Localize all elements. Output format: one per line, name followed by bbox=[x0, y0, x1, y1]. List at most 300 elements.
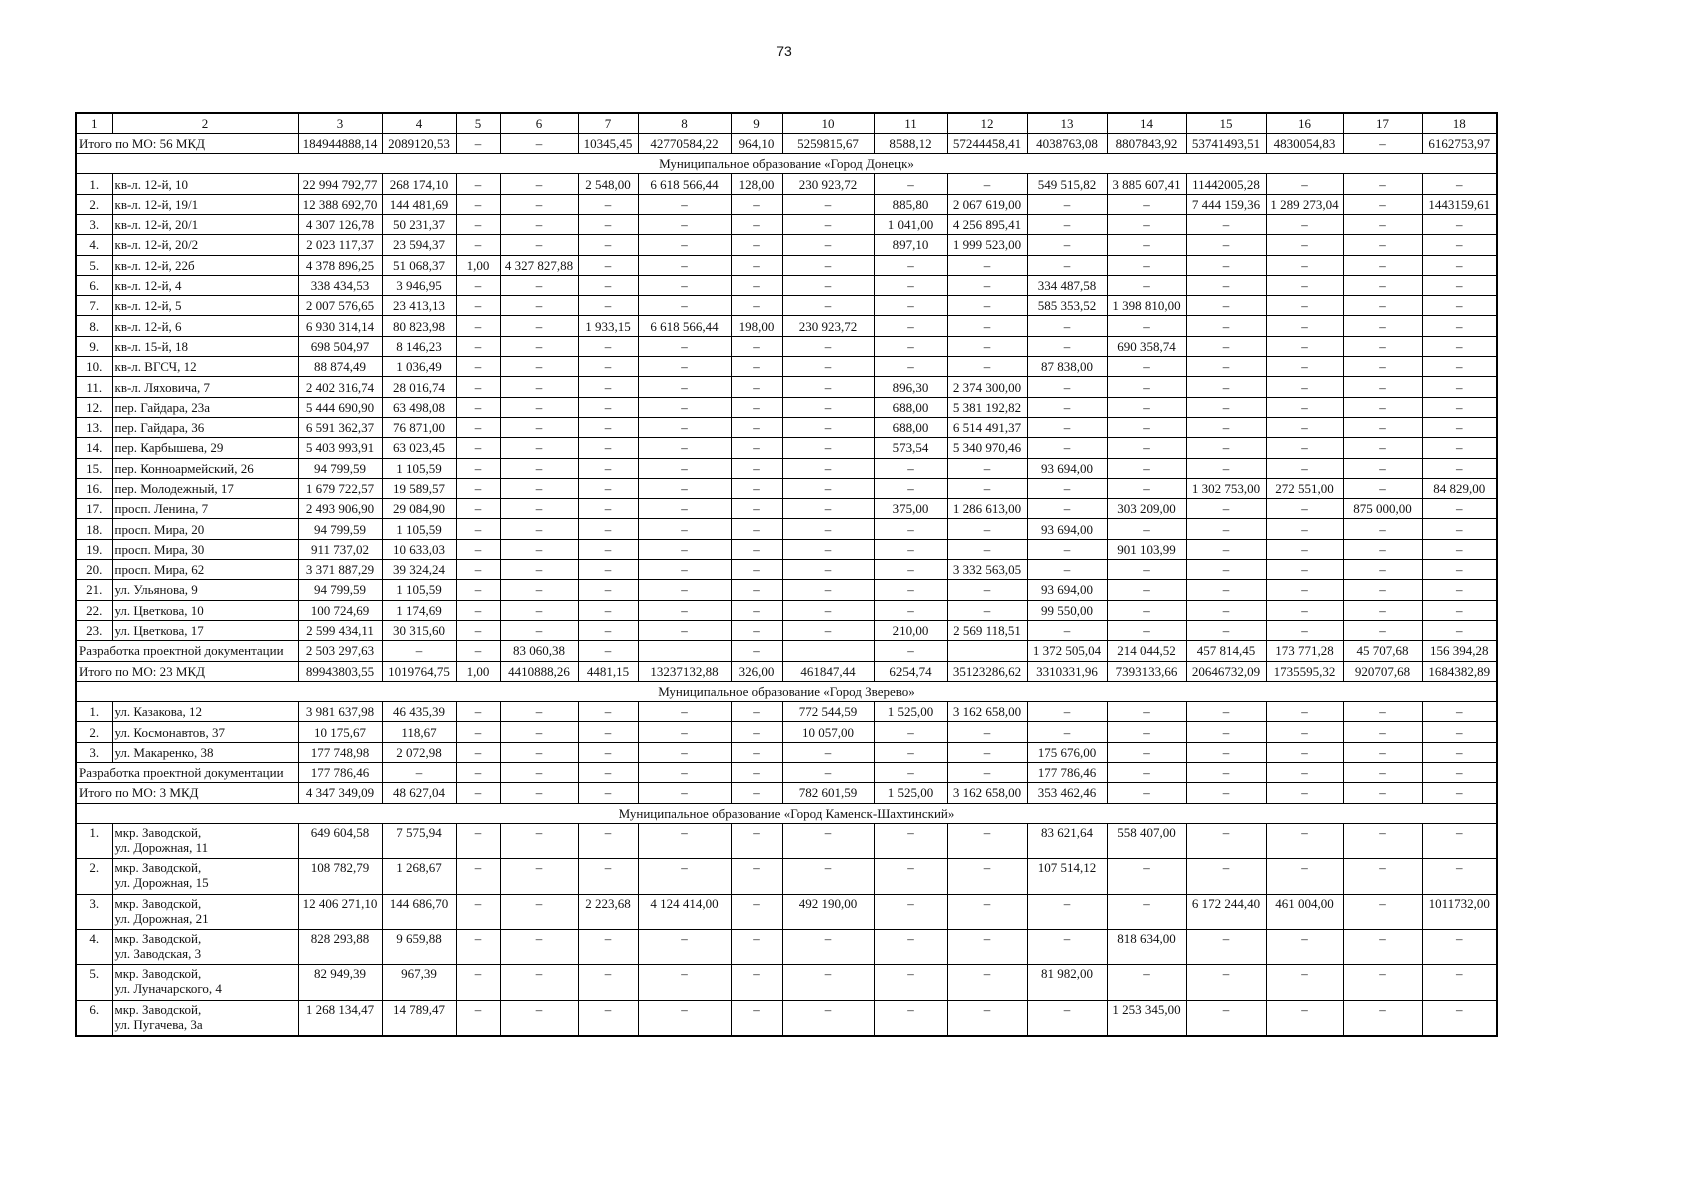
row-number bbox=[76, 296, 112, 316]
row-number bbox=[76, 275, 112, 295]
value-cell bbox=[1027, 965, 1107, 1000]
value-cell-text: 818 634,00 bbox=[1117, 931, 1176, 947]
value-cell bbox=[1422, 763, 1497, 783]
value-cell-text: – bbox=[1143, 359, 1150, 375]
value-cell bbox=[782, 965, 874, 1000]
value-cell-text: – bbox=[681, 562, 688, 578]
value-cell bbox=[578, 722, 638, 742]
row-number bbox=[76, 377, 112, 397]
address-cell bbox=[112, 255, 298, 275]
value-cell bbox=[500, 133, 578, 153]
value-cell-text: 690 358,74 bbox=[1117, 338, 1176, 354]
value-cell bbox=[578, 255, 638, 275]
value-cell-text: – bbox=[535, 379, 543, 395]
table-row bbox=[76, 894, 1497, 929]
value-cell-text: – bbox=[604, 278, 612, 294]
row-number bbox=[76, 316, 112, 336]
value-cell bbox=[578, 859, 638, 894]
value-cell-text: – bbox=[1063, 541, 1071, 557]
value-cell bbox=[298, 894, 382, 929]
value-cell-text: – bbox=[1379, 623, 1386, 639]
value-cell bbox=[947, 377, 1027, 397]
value-cell-text: 1 105,59 bbox=[396, 460, 442, 476]
value-cell bbox=[782, 417, 874, 437]
value-cell bbox=[578, 133, 638, 153]
value-cell bbox=[638, 641, 731, 661]
value-cell-text: – bbox=[474, 860, 482, 876]
value-cell-text: – bbox=[535, 744, 543, 760]
value-cell-text: – bbox=[681, 237, 688, 253]
value-cell bbox=[382, 641, 456, 661]
table-row bbox=[76, 702, 1497, 722]
address-cell-text: просп. Мира, 20 bbox=[114, 521, 205, 537]
address-cell-text: просп. Мира, 62 bbox=[114, 562, 205, 578]
address-cell-text: ул. Макаренко, 38 bbox=[114, 744, 214, 760]
value-cell bbox=[1422, 1000, 1497, 1035]
column-number-header bbox=[76, 113, 112, 133]
value-cell bbox=[874, 519, 947, 539]
value-cell bbox=[782, 539, 874, 559]
value-cell-text: 461 004,00 bbox=[1275, 895, 1334, 911]
value-cell bbox=[1107, 580, 1186, 600]
value-cell-text: 6 591 362,37 bbox=[305, 420, 375, 436]
value-cell bbox=[1107, 783, 1186, 803]
value-cell bbox=[1107, 519, 1186, 539]
value-cell-text: – bbox=[907, 480, 914, 496]
value-cell-text: 688,00 bbox=[892, 420, 929, 436]
value-cell bbox=[1186, 316, 1266, 336]
address-cell bbox=[112, 235, 298, 255]
value-cell bbox=[874, 641, 947, 661]
value-cell-text: – bbox=[1063, 623, 1071, 639]
value-cell bbox=[578, 661, 638, 681]
address-cell-text: ул. Казакова, 12 bbox=[114, 704, 202, 720]
value-cell bbox=[578, 336, 638, 356]
value-cell bbox=[456, 580, 500, 600]
row-number bbox=[76, 1000, 112, 1035]
value-cell-text: – bbox=[535, 460, 543, 476]
value-cell bbox=[456, 174, 500, 194]
table-row bbox=[76, 214, 1497, 234]
value-cell-text: 1 679 722,57 bbox=[305, 480, 375, 496]
address-cell-text: просп. Ленина, 7 bbox=[114, 501, 209, 517]
row-number-text: 7. bbox=[89, 298, 100, 314]
table-row bbox=[76, 965, 1497, 1000]
value-cell bbox=[500, 214, 578, 234]
value-cell-text: – bbox=[1301, 931, 1308, 947]
value-cell-text: – bbox=[681, 1001, 688, 1017]
value-cell-text: – bbox=[604, 966, 612, 982]
value-cell-text: – bbox=[1301, 420, 1308, 436]
value-cell bbox=[298, 560, 382, 580]
value-cell-text: 108 782,79 bbox=[310, 860, 370, 876]
value-cell-text: – bbox=[535, 931, 543, 947]
value-cell-text: 177 786,46 bbox=[1037, 765, 1097, 781]
value-cell-text: – bbox=[983, 338, 991, 354]
value-cell-text: – bbox=[1143, 602, 1150, 618]
value-cell bbox=[782, 930, 874, 965]
value-cell bbox=[731, 620, 782, 640]
value-cell bbox=[298, 580, 382, 600]
value-cell-text: 177 748,98 bbox=[310, 744, 370, 760]
value-cell bbox=[298, 823, 382, 858]
value-cell bbox=[874, 859, 947, 894]
row-label bbox=[76, 641, 298, 661]
value-cell-text: – bbox=[907, 176, 914, 192]
value-cell-text: – bbox=[983, 1001, 991, 1017]
data-table bbox=[75, 112, 1498, 1037]
address-cell bbox=[112, 417, 298, 437]
value-cell bbox=[638, 336, 731, 356]
value-cell bbox=[1186, 742, 1266, 762]
value-cell bbox=[1186, 377, 1266, 397]
value-cell-text: – bbox=[1222, 541, 1230, 557]
value-cell bbox=[1422, 133, 1497, 153]
row-number-text: 18. bbox=[86, 521, 103, 537]
value-cell bbox=[1422, 722, 1497, 742]
value-cell bbox=[782, 275, 874, 295]
value-cell bbox=[1107, 722, 1186, 742]
row-number bbox=[76, 478, 112, 498]
value-cell-text: – bbox=[681, 501, 688, 517]
value-cell-text: – bbox=[1063, 217, 1071, 233]
value-cell bbox=[782, 296, 874, 316]
value-cell bbox=[782, 722, 874, 742]
value-cell bbox=[456, 499, 500, 519]
value-cell-text: – bbox=[1379, 541, 1386, 557]
value-cell bbox=[298, 255, 382, 275]
value-cell bbox=[638, 214, 731, 234]
value-cell-text: – bbox=[1301, 785, 1308, 801]
value-cell-text: 4 347 349,09 bbox=[305, 785, 375, 801]
row-number bbox=[76, 336, 112, 356]
value-cell-text: – bbox=[1301, 623, 1308, 639]
value-cell bbox=[578, 174, 638, 194]
summary-row bbox=[76, 661, 1497, 681]
value-cell-text: – bbox=[753, 643, 760, 659]
value-cell bbox=[782, 1000, 874, 1035]
value-cell-text: 4038763,08 bbox=[1036, 135, 1098, 151]
value-cell-text: 6162753,97 bbox=[1428, 135, 1491, 151]
value-cell-text: – bbox=[983, 521, 991, 537]
value-cell-text: 8588,12 bbox=[889, 135, 932, 151]
value-cell-text: – bbox=[535, 298, 543, 314]
value-cell-text: – bbox=[604, 379, 612, 395]
value-cell-text: – bbox=[681, 480, 688, 496]
table-row bbox=[76, 377, 1497, 397]
page-number: 73 bbox=[776, 43, 792, 59]
value-cell-text: 87 838,00 bbox=[1041, 359, 1093, 375]
value-cell-text: 83 621,64 bbox=[1041, 824, 1093, 840]
value-cell-text: – bbox=[1143, 257, 1150, 273]
value-cell bbox=[1422, 641, 1497, 661]
value-cell-text: – bbox=[1379, 724, 1386, 740]
value-cell-text: – bbox=[604, 521, 612, 537]
value-cell-text: – bbox=[907, 521, 914, 537]
value-cell-text: 23 594,37 bbox=[393, 237, 445, 253]
value-cell-text: – bbox=[535, 1001, 543, 1017]
value-cell bbox=[638, 560, 731, 580]
value-cell-text: – bbox=[824, 860, 832, 876]
value-cell-text: – bbox=[1379, 237, 1386, 253]
value-cell bbox=[500, 600, 578, 620]
value-cell bbox=[1266, 859, 1343, 894]
value-cell-text: 7393133,66 bbox=[1115, 663, 1178, 679]
value-cell-text: 45 707,68 bbox=[1356, 643, 1409, 659]
column-number-header-text: 18 bbox=[1452, 115, 1466, 131]
value-cell-text: – bbox=[1379, 744, 1386, 760]
value-cell-text: – bbox=[535, 602, 543, 618]
value-cell bbox=[382, 174, 456, 194]
value-cell-text: – bbox=[907, 931, 914, 947]
value-cell-text: 1 253 345,00 bbox=[1112, 1001, 1181, 1017]
value-cell bbox=[1266, 458, 1343, 478]
value-cell bbox=[1186, 357, 1266, 377]
value-cell-text: – bbox=[474, 379, 482, 395]
value-cell bbox=[500, 965, 578, 1000]
value-cell-text: – bbox=[681, 196, 688, 212]
value-cell-text: – bbox=[535, 623, 543, 639]
value-cell bbox=[1266, 702, 1343, 722]
value-cell bbox=[1422, 316, 1497, 336]
value-cell bbox=[1107, 174, 1186, 194]
value-cell bbox=[782, 377, 874, 397]
row-label-text: Итого по МО: 23 МКД bbox=[79, 663, 206, 679]
value-cell bbox=[578, 1000, 638, 1035]
value-cell bbox=[1107, 417, 1186, 437]
value-cell bbox=[1107, 600, 1186, 620]
value-cell bbox=[782, 255, 874, 275]
value-cell-text: – bbox=[983, 724, 991, 740]
value-cell-text: – bbox=[1379, 257, 1386, 273]
value-cell-text: – bbox=[753, 824, 760, 840]
value-cell bbox=[1422, 742, 1497, 762]
value-cell bbox=[1027, 560, 1107, 580]
value-cell-text: – bbox=[604, 785, 612, 801]
value-cell-text: – bbox=[824, 744, 832, 760]
value-cell bbox=[500, 894, 578, 929]
value-cell-text: – bbox=[1379, 379, 1386, 395]
value-cell-text: 12 406 271,10 bbox=[302, 895, 378, 911]
value-cell bbox=[382, 357, 456, 377]
value-cell bbox=[782, 823, 874, 858]
value-cell bbox=[1186, 722, 1266, 742]
value-cell bbox=[947, 722, 1027, 742]
value-cell bbox=[782, 357, 874, 377]
row-number bbox=[76, 702, 112, 722]
value-cell-text: – bbox=[474, 176, 482, 192]
value-cell bbox=[1422, 214, 1497, 234]
value-cell-text: – bbox=[1379, 521, 1386, 537]
value-cell-text: – bbox=[1456, 278, 1463, 294]
value-cell bbox=[298, 133, 382, 153]
address-cell bbox=[112, 275, 298, 295]
value-cell bbox=[1027, 194, 1107, 214]
value-cell bbox=[1422, 296, 1497, 316]
value-cell bbox=[731, 859, 782, 894]
value-cell-text: – bbox=[1222, 217, 1230, 233]
value-cell bbox=[298, 377, 382, 397]
address-cell bbox=[112, 336, 298, 356]
value-cell-text: – bbox=[1379, 318, 1386, 334]
value-cell bbox=[638, 894, 731, 929]
value-cell bbox=[1186, 894, 1266, 929]
value-cell bbox=[638, 539, 731, 559]
value-cell bbox=[1027, 397, 1107, 417]
value-cell-text: – bbox=[474, 298, 482, 314]
value-cell-text: – bbox=[604, 460, 612, 476]
value-cell-text: – bbox=[1301, 541, 1308, 557]
value-cell-text: – bbox=[604, 237, 612, 253]
value-cell-text: 1 174,69 bbox=[396, 602, 442, 618]
value-cell-text: – bbox=[1222, 931, 1230, 947]
value-cell bbox=[500, 397, 578, 417]
value-cell-text: 107 514,12 bbox=[1037, 860, 1097, 876]
value-cell-text: – bbox=[535, 176, 543, 192]
row-number-text: 20. bbox=[86, 562, 103, 578]
value-cell bbox=[1186, 580, 1266, 600]
address-cell-text: пер. Гайдара, 36 bbox=[114, 420, 205, 436]
value-cell bbox=[782, 478, 874, 498]
value-cell bbox=[1107, 235, 1186, 255]
value-cell-text: – bbox=[1379, 582, 1386, 598]
value-cell bbox=[782, 641, 874, 661]
value-cell-text: – bbox=[824, 931, 832, 947]
value-cell bbox=[731, 783, 782, 803]
value-cell bbox=[456, 194, 500, 214]
value-cell-text: – bbox=[983, 895, 991, 911]
value-cell bbox=[731, 965, 782, 1000]
value-cell-text: 7 444 159,36 bbox=[1191, 196, 1261, 212]
address-cell bbox=[112, 859, 298, 894]
value-cell-text: – bbox=[681, 541, 688, 557]
value-cell bbox=[456, 894, 500, 929]
table-row bbox=[76, 255, 1497, 275]
value-cell-text: – bbox=[753, 298, 760, 314]
value-cell-text: – bbox=[604, 602, 612, 618]
value-cell bbox=[1186, 859, 1266, 894]
value-cell bbox=[1343, 377, 1422, 397]
address-cell-text: мкр. Заводской, ул. Луначарского, 4 bbox=[114, 966, 222, 997]
value-cell-text: – bbox=[474, 623, 482, 639]
value-cell bbox=[874, 336, 947, 356]
value-cell bbox=[1266, 174, 1343, 194]
value-cell bbox=[638, 316, 731, 336]
value-cell bbox=[1343, 1000, 1422, 1035]
value-cell bbox=[1343, 499, 1422, 519]
value-cell-text: – bbox=[474, 420, 482, 436]
value-cell-text: – bbox=[753, 785, 760, 801]
address-cell-text: ул. Цветкова, 17 bbox=[114, 623, 204, 639]
value-cell-text: – bbox=[824, 623, 832, 639]
value-cell bbox=[578, 194, 638, 214]
row-number-text: 10. bbox=[86, 359, 103, 375]
value-cell-text: – bbox=[681, 860, 688, 876]
value-cell-text: 1684382,89 bbox=[1428, 663, 1491, 679]
value-cell bbox=[382, 316, 456, 336]
value-cell bbox=[1422, 478, 1497, 498]
address-cell bbox=[112, 478, 298, 498]
value-cell bbox=[298, 357, 382, 377]
value-cell-text: – bbox=[1222, 1001, 1230, 1017]
value-cell bbox=[1027, 763, 1107, 783]
value-cell-text: 11442005,28 bbox=[1192, 176, 1260, 192]
value-cell-text: 549 515,82 bbox=[1037, 176, 1097, 192]
value-cell bbox=[382, 894, 456, 929]
value-cell bbox=[1107, 661, 1186, 681]
value-cell bbox=[1027, 783, 1107, 803]
value-cell bbox=[382, 1000, 456, 1035]
value-cell bbox=[1107, 763, 1186, 783]
table-row bbox=[76, 275, 1497, 295]
value-cell-text: 4 256 895,41 bbox=[952, 217, 1022, 233]
value-cell-text: – bbox=[824, 966, 832, 982]
address-cell-text: кв-л. 12-й, 20/1 bbox=[114, 217, 199, 233]
value-cell bbox=[638, 397, 731, 417]
value-cell bbox=[1027, 930, 1107, 965]
value-cell bbox=[947, 894, 1027, 929]
value-cell-text: 76 871,00 bbox=[393, 420, 445, 436]
value-cell-text: – bbox=[753, 582, 760, 598]
value-cell bbox=[638, 377, 731, 397]
value-cell-text: 46 435,39 bbox=[393, 704, 445, 720]
value-cell bbox=[947, 641, 1027, 661]
address-cell bbox=[112, 296, 298, 316]
value-cell bbox=[500, 560, 578, 580]
column-number-header bbox=[500, 113, 578, 133]
value-cell bbox=[500, 580, 578, 600]
value-cell-text: – bbox=[1063, 895, 1071, 911]
value-cell-text: – bbox=[1143, 966, 1150, 982]
value-cell-text: – bbox=[474, 966, 482, 982]
value-cell bbox=[1266, 357, 1343, 377]
value-cell bbox=[782, 702, 874, 722]
value-cell-text: 28 016,74 bbox=[393, 379, 445, 395]
address-cell bbox=[112, 377, 298, 397]
table-row bbox=[76, 296, 1497, 316]
value-cell bbox=[731, 1000, 782, 1035]
value-cell-text: 326,00 bbox=[738, 663, 775, 679]
value-cell-text: 94 799,59 bbox=[314, 460, 366, 476]
value-cell-text: – bbox=[824, 196, 832, 212]
value-cell-text: – bbox=[753, 257, 760, 273]
value-cell bbox=[874, 600, 947, 620]
value-cell bbox=[1266, 438, 1343, 458]
value-cell bbox=[1186, 478, 1266, 498]
value-cell bbox=[1343, 560, 1422, 580]
value-cell bbox=[1422, 438, 1497, 458]
summary-row bbox=[76, 641, 1497, 661]
value-cell bbox=[782, 316, 874, 336]
value-cell bbox=[638, 458, 731, 478]
value-cell bbox=[638, 763, 731, 783]
value-cell bbox=[1107, 859, 1186, 894]
value-cell-text: – bbox=[824, 278, 832, 294]
column-number-header bbox=[874, 113, 947, 133]
value-cell-text: 88 874,49 bbox=[314, 359, 366, 375]
value-cell bbox=[1422, 560, 1497, 580]
table-row bbox=[76, 1000, 1497, 1035]
value-cell-text: – bbox=[1456, 460, 1463, 476]
row-number-text: 6. bbox=[89, 278, 100, 294]
value-cell-text: 3 162 658,00 bbox=[952, 785, 1022, 801]
value-cell bbox=[1422, 357, 1497, 377]
value-cell bbox=[1266, 519, 1343, 539]
value-cell-text: – bbox=[1456, 338, 1463, 354]
value-cell bbox=[1266, 894, 1343, 929]
row-number bbox=[76, 194, 112, 214]
value-cell bbox=[1343, 194, 1422, 214]
